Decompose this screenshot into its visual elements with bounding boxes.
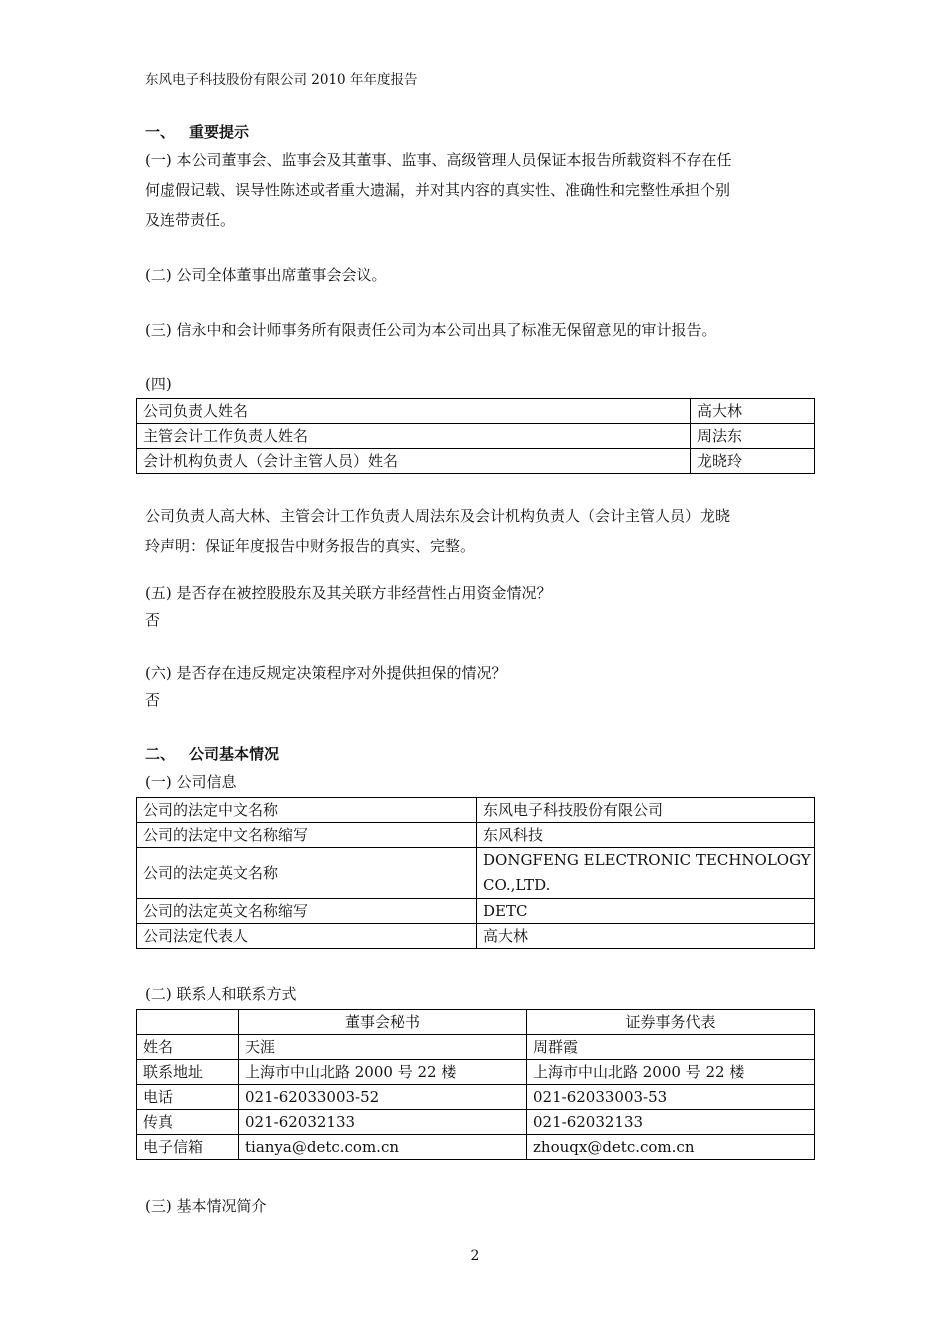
table-cell-label: 公司法定代表人 [137, 924, 477, 949]
responsible-persons-table [136, 398, 815, 474]
table-cell: zhouqx@detc.com.cn [527, 1135, 815, 1160]
contact-table [136, 1009, 815, 1160]
table-cell-value [477, 848, 815, 899]
table-cell: 021-62032133 [527, 1110, 815, 1135]
item3-paragraph: (三) 信永中和会计师事务所有限责任公司为本公司出具了标准无保留意见的审计报告。 [145, 321, 717, 339]
table-row [137, 848, 815, 899]
table-cell-value: 高大林 [477, 924, 815, 949]
table-cell-label: 公司的法定中文名称 [137, 798, 477, 823]
section2-number: 二、 [145, 745, 176, 763]
section1-title: 重要提示 [189, 123, 250, 141]
report-header: 东风电子科技股份有限公司 2010 年年度报告 [145, 72, 418, 88]
table-cell: 周群霞 [527, 1035, 815, 1060]
item6-answer: 否 [145, 691, 161, 709]
item1-line: 何虚假记载、误导性陈述或者重大遗漏，并对其内容的真实性、准确性和完整性承担个别 [145, 181, 731, 199]
table-cell: 021-62032133 [239, 1110, 527, 1135]
section2-title: 公司基本情况 [189, 745, 280, 763]
table-cell-value: DETC [477, 899, 815, 924]
item5-question: (五) 是否存在被控股股东及其关联方非经营性占用资金情况？ [145, 584, 552, 602]
table-cell: 021-62033003-52 [239, 1085, 527, 1110]
table-header-cell: 董事会秘书 [239, 1010, 527, 1035]
sub3-title: (三) 基本情况简介 [145, 1197, 267, 1215]
table-header-row [137, 1010, 815, 1035]
table-header-cell [137, 1010, 239, 1035]
table-row [137, 1135, 815, 1160]
table-row [137, 798, 815, 823]
table-cell-label: 公司负责人姓名 [137, 399, 691, 424]
table-cell: 联系地址 [137, 1060, 239, 1085]
section1-heading [145, 121, 249, 142]
table-cell-value: 龙晓玲 [691, 449, 815, 474]
table-cell-value: 高大林 [691, 399, 815, 424]
table-row [137, 899, 815, 924]
item1-line: 及连带责任。 [145, 211, 236, 229]
responsibility-statement [145, 501, 730, 561]
item4-label: (四) [145, 375, 172, 393]
table-row [137, 1110, 815, 1135]
table-row [137, 399, 815, 424]
table-cell: 电子信箱 [137, 1135, 239, 1160]
table-row [137, 1085, 815, 1110]
item5-answer: 否 [145, 611, 161, 629]
table-cell-label: 公司的法定英文名称 [137, 848, 477, 899]
item1-line: (一) 本公司董事会、监事会及其董事、监事、高级管理人员保证本报告所载资料不存在任 [145, 151, 732, 169]
english-name-line: DONGFENG ELECTRONIC TECHNOLOGY [483, 851, 811, 869]
table-cell: 传真 [137, 1110, 239, 1135]
table-row [137, 924, 815, 949]
sub2-title: (二) 联系人和联系方式 [145, 985, 297, 1003]
table-cell-label: 公司的法定英文名称缩写 [137, 899, 477, 924]
sub1-title: (一) 公司信息 [145, 773, 237, 791]
english-name-line: CO.,LTD. [483, 876, 551, 894]
table-cell-label: 会计机构负责人（会计主管人员）姓名 [137, 449, 691, 474]
table-cell: 电话 [137, 1085, 239, 1110]
table-cell-value: 周法东 [691, 424, 815, 449]
table-row [137, 449, 815, 474]
item2-paragraph: (二) 公司全体董事出席董事会会议。 [145, 266, 387, 284]
page-number: 2 [470, 1248, 480, 1264]
statement-line: 公司负责人高大林、主管会计工作负责人周法东及会计机构负责人（会计主管人员）龙晓 [145, 507, 731, 525]
statement-line: 玲声明：保证年度报告中财务报告的真实、完整。 [145, 537, 476, 555]
table-cell: 姓名 [137, 1035, 239, 1060]
company-info-table [136, 797, 815, 949]
section1-number: 一、 [145, 123, 176, 141]
table-cell-value: 东风科技 [477, 823, 815, 848]
table-cell-value: 东风电子科技股份有限公司 [477, 798, 815, 823]
table-cell: 上海市中山北路 2000 号 22 楼 [239, 1060, 527, 1085]
table-row [137, 823, 815, 848]
table-cell-label: 主管会计工作负责人姓名 [137, 424, 691, 449]
item6-question: (六) 是否存在违反规定决策程序对外提供担保的情况？ [145, 664, 507, 682]
item1-paragraph [145, 145, 731, 235]
table-row [137, 1060, 815, 1085]
table-cell-label: 公司的法定中文名称缩写 [137, 823, 477, 848]
table-cell: 021-62033003-53 [527, 1085, 815, 1110]
table-cell: 上海市中山北路 2000 号 22 楼 [527, 1060, 815, 1085]
table-header-cell: 证券事务代表 [527, 1010, 815, 1035]
table-row [137, 424, 815, 449]
table-row [137, 1035, 815, 1060]
section2-heading [145, 743, 279, 764]
table-cell: tianya@detc.com.cn [239, 1135, 527, 1160]
table-cell: 天涯 [239, 1035, 527, 1060]
